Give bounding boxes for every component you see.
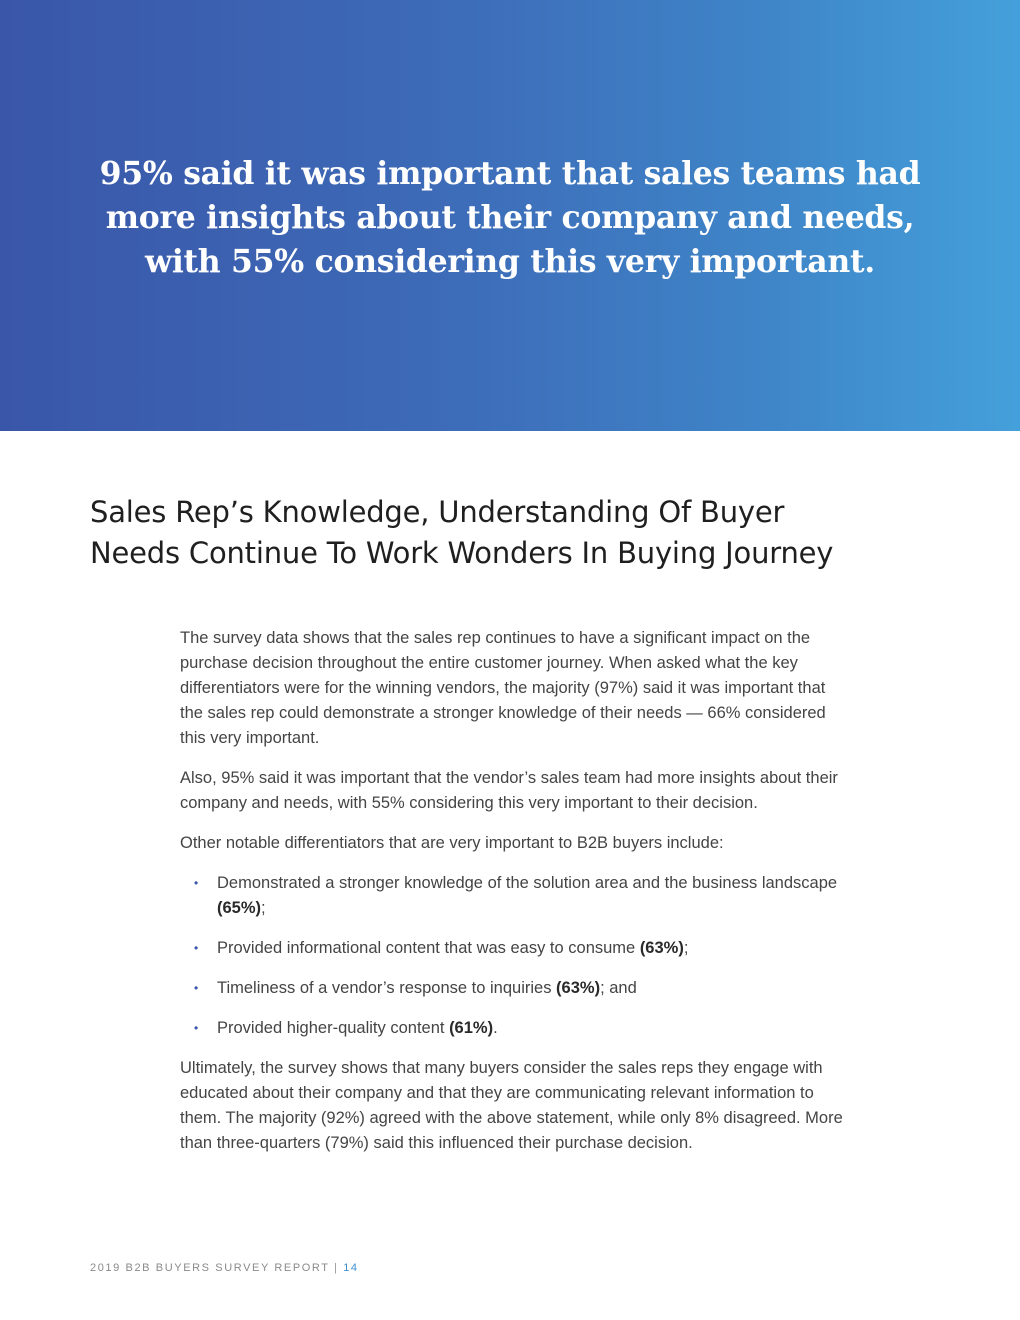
page-footer (90, 1262, 359, 1274)
list-item (180, 936, 845, 961)
hero-pull-quote (60, 152, 960, 284)
list-item-stat: (65%) (217, 899, 262, 917)
list-item (180, 1016, 845, 1041)
list-item (180, 871, 845, 921)
hero-quote-line-2: more insights about their company and needs, (105, 199, 915, 236)
bullet-dot-icon: • (194, 876, 199, 890)
section-heading-line-1: Sales Rep’s Knowledge, Understanding Of Buyer (90, 495, 785, 529)
body-paragraph-4: Ultimately, the survey shows that many buyers consider the sales reps they engage with educated about their company and that they are communicating relevant information to them. The majority (92%) agreed with the above statement, while only 8% disagreed. More than three-quarters (79%) said this influenced their purchase decision. (180, 1059, 843, 1152)
differentiators-list (180, 871, 845, 1041)
list-item-stat: (63%) (639, 939, 684, 957)
section-heading-line-2: Needs Continue To Work Wonders In Buying Journey (90, 536, 834, 570)
bullet-dot-icon: • (194, 941, 199, 955)
list-item-suffix: ; (683, 939, 689, 957)
list-item-text: Demonstrated a stronger knowledge of the solution area and the business landscape (217, 874, 838, 892)
bullet-dot-icon: • (194, 981, 199, 995)
hero-quote-line-3: with 55% considering this very important. (145, 243, 875, 280)
bullet-dot-icon: • (194, 1021, 199, 1035)
list-item-text: Provided informational content that was easy to consume (217, 939, 640, 957)
footer-report-title: 2019 B2B BUYERS SURVEY REPORT (90, 1262, 330, 1274)
list-item-stat: (63%) (556, 979, 601, 997)
hero-quote-line-1: 95% said it was important that sales teams had (99, 155, 921, 192)
footer-separator: | (334, 1262, 339, 1274)
list-item (180, 976, 845, 1001)
body-copy (180, 626, 845, 1171)
hero-banner (0, 0, 1020, 431)
section-heading (90, 492, 930, 574)
list-item-suffix: ; (261, 899, 266, 917)
body-paragraph-3: Other notable differentiators that are very important to B2B buyers include: (180, 834, 724, 852)
list-item-suffix: ; and (600, 979, 637, 997)
list-item-text: Timeliness of a vendor’s response to inquiries (217, 979, 557, 997)
list-item-suffix: . (493, 1019, 498, 1037)
body-paragraph-1: The survey data shows that the sales rep continues to have a significant impact on the purchase decision throughout the entire customer journey. When asked what the key differentiators were for the winning vendors, the majority (97%) said it was important that the sales rep could demonstrate a stronger knowledge of their needs — 66% considered this very important. (180, 629, 826, 747)
footer-page-number: 14 (343, 1262, 359, 1274)
list-item-text: Provided higher-quality content (217, 1019, 450, 1037)
body-paragraph-2: Also, 95% said it was important that the vendor’s sales team had more insights about their company and needs, with 55% considering this very important to their decision. (180, 769, 838, 812)
list-item-stat: (61%) (449, 1019, 494, 1037)
